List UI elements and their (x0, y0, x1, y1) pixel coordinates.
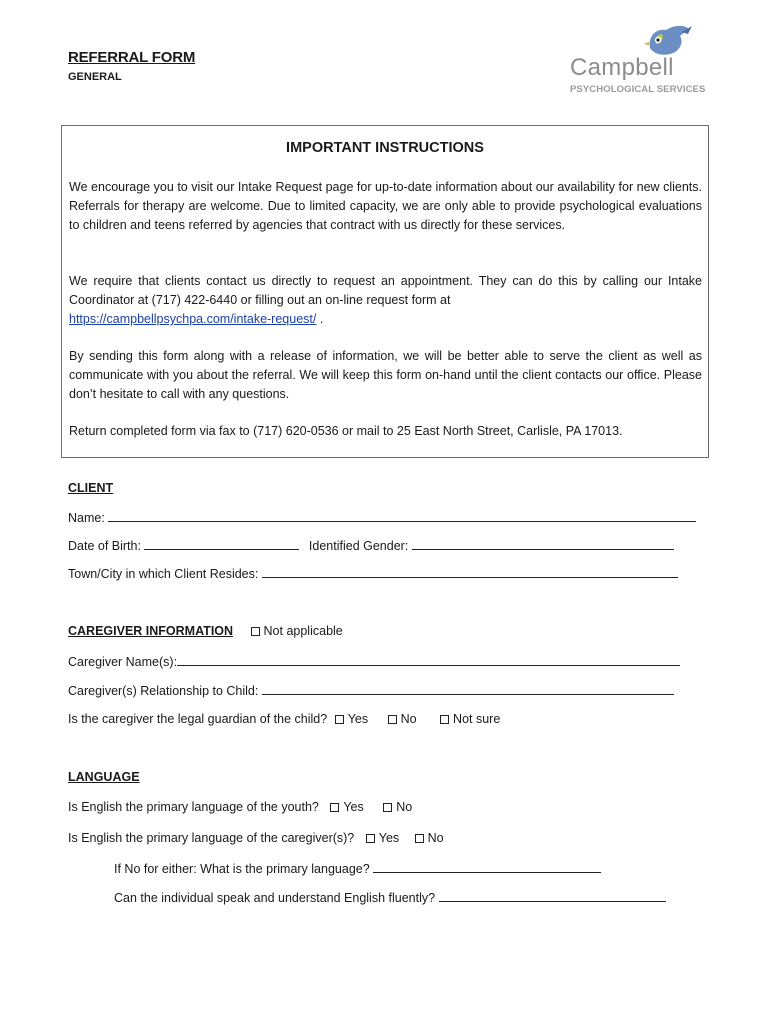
client-gender-label: Identified Gender: (308, 539, 409, 553)
guardian-not-sure-checkbox[interactable] (440, 715, 449, 724)
youth-language-row (68, 800, 412, 814)
youth-yes-checkbox[interactable] (330, 803, 339, 812)
client-heading: CLIENT (68, 481, 114, 495)
client-dob-label: Date of Birth: (68, 539, 141, 553)
primary-language-field[interactable] (373, 860, 601, 873)
client-name-row (68, 509, 696, 525)
client-gender-field[interactable] (412, 537, 674, 550)
caregiver-relationship-label: Caregiver(s) Relationship to Child: (68, 684, 259, 698)
instructions-paragraph-3: By sending this form along with a release of information, we will be better able to serve the client as well as communicate with you about the referral. We will keep this form on-hand until the client contacts our office. Please don’t hesitate to call with any questions. (69, 349, 702, 401)
youth-no-checkbox[interactable] (383, 803, 392, 812)
client-dob-field[interactable] (144, 537, 299, 550)
client-dob-row (68, 537, 674, 553)
caregiver-language-yes-checkbox[interactable] (366, 834, 375, 843)
caregiver-language-no-label: No (427, 831, 444, 845)
primary-language-label: If No for either: What is the primary language? (114, 862, 370, 876)
logo-tagline: PSYCHOLOGICAL SERVICES (570, 84, 706, 95)
guardian-no-option[interactable] (388, 712, 417, 726)
guardian-yes-option[interactable] (335, 712, 368, 726)
caregiver-heading: CAREGIVER INFORMATION (68, 624, 234, 638)
youth-no-option[interactable] (383, 800, 412, 814)
form-subtitle: GENERAL (68, 71, 122, 83)
fluency-label: Can the individual speak and understand English fluently? (114, 891, 436, 905)
client-town-field[interactable] (262, 565, 678, 578)
caregiver-language-no-option[interactable] (415, 831, 444, 845)
caregiver-names-field[interactable] (177, 653, 680, 666)
youth-no-label: No (396, 800, 413, 814)
client-name-field[interactable] (108, 509, 696, 522)
instructions-title: IMPORTANT INSTRUCTIONS (286, 140, 484, 156)
guardian-yes-label: Yes (347, 712, 369, 726)
caregiver-language-row (68, 831, 444, 845)
caregiver-language-yes-option[interactable] (366, 831, 399, 845)
guardian-no-checkbox[interactable] (388, 715, 397, 724)
guardian-not-sure-option[interactable] (440, 712, 500, 726)
intake-request-link[interactable]: https://campbellpsychpa.com/intake-request/ (69, 312, 317, 326)
instructions-paragraph-2 (69, 272, 702, 329)
instructions-paragraph-2-text: We require that clients contact us directly to request an appointment. They can do this by calling our Intake Coordinator at (717) 422-6440 or filling out an on-line request form at (69, 274, 702, 307)
guardian-row (68, 712, 500, 726)
guardian-no-label: No (400, 712, 417, 726)
caregiver-names-label: Caregiver Name(s): (68, 655, 178, 669)
instructions-paragraph-4: Return completed form via fax to (717) 620-0536 or mail to 25 East North Street, Carlisle, PA 17013. (69, 424, 623, 438)
guardian-question: Is the caregiver the legal guardian of the child? (68, 712, 328, 726)
form-title: REFERRAL FORM (68, 49, 196, 66)
youth-yes-option[interactable] (330, 800, 363, 814)
guardian-yes-checkbox[interactable] (335, 715, 344, 724)
instructions-paragraph-2-end: . (316, 312, 324, 326)
logo-wordmark: Campbell (570, 54, 674, 81)
language-heading: LANGUAGE (68, 770, 140, 784)
client-name-label: Name: (68, 511, 105, 525)
caregiver-relationship-row (68, 682, 674, 698)
client-town-row (68, 565, 678, 581)
instructions-box (61, 125, 709, 458)
caregiver-language-yes-label: Yes (378, 831, 400, 845)
caregiver-language-question: Is English the primary language of the caregiver(s)? (68, 831, 355, 845)
instructions-paragraph-1: We encourage you to visit our Intake Request page for up-to-date information about our availability for new clients. Referrals for therapy are welcome. Due to limited capacity, we are only able to provide psychological evaluations to children and teens referred by agencies that contract with us directly for these services. (69, 180, 702, 232)
not-applicable-label: Not applicable (263, 624, 343, 638)
caregiver-relationship-field[interactable] (262, 682, 674, 695)
not-applicable-option[interactable] (251, 624, 343, 638)
guardian-not-sure-label: Not sure (453, 712, 501, 726)
client-town-label: Town/City in which Client Resides: (68, 567, 259, 581)
caregiver-heading-row (68, 624, 343, 638)
primary-language-row (114, 860, 601, 876)
youth-yes-label: Yes (343, 800, 364, 814)
fluency-row (114, 889, 666, 905)
caregiver-language-no-checkbox[interactable] (415, 834, 424, 843)
not-applicable-checkbox[interactable] (251, 627, 260, 636)
youth-language-question: Is English the primary language of the youth? (68, 800, 319, 814)
caregiver-names-row (68, 653, 680, 669)
fluency-field[interactable] (439, 889, 666, 902)
